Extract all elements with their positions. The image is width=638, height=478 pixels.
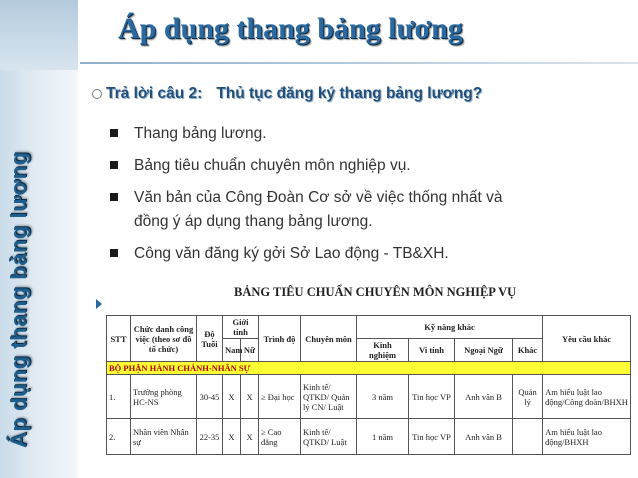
- table-section-row: [107, 362, 631, 375]
- title-divider: [80, 62, 638, 64]
- bullet-text: Thang bảng lương.: [134, 125, 267, 142]
- cell-major: Kinh tế/ QTKD/ Quản lý CN/ Luật: [301, 375, 357, 419]
- slide-title: Áp dụng thang bảng lương: [118, 12, 463, 45]
- cell-position: Trưởng phòng HC-NS: [131, 375, 197, 419]
- bullet-text: Công văn đăng ký gởi Sở Lao động - TB&XH.: [134, 245, 449, 262]
- header-stt: STT: [107, 316, 131, 362]
- cell-requirements: Am hiểu luật lao động/Công đoàn/BHXH: [543, 375, 631, 419]
- embedded-standards-table-image: [104, 285, 634, 450]
- small-arrow-icon: [96, 299, 102, 309]
- square-bullet-icon: [110, 161, 118, 169]
- cell-computer: Tin học VP: [409, 375, 455, 419]
- cell-requirements: Am hiểu luật lao động/BHXH: [543, 419, 631, 455]
- cell-male: X: [223, 419, 241, 455]
- header-level: Trình độ: [259, 316, 301, 362]
- doc-title: BẢNG TIÊU CHUẨN CHUYÊN MÔN NGHIỆP VỤ: [234, 285, 517, 299]
- header-age: Độ Tuổi: [197, 316, 223, 362]
- header-computer: Vi tính: [409, 339, 455, 362]
- bullet-text: Văn bản của Công Đoàn Cơ sở về việc thống nhất và: [134, 189, 503, 206]
- cell-other: Quản lý: [513, 375, 543, 419]
- header-skills: Kỹ năng khác: [357, 316, 543, 339]
- header-other: Khác: [513, 339, 543, 362]
- cell-female: X: [241, 419, 259, 455]
- header-position: Chức danh công việc (theo sơ đồ tổ chức): [131, 316, 197, 362]
- cell-experience: 1 năm: [357, 419, 409, 455]
- list-item: [108, 186, 628, 234]
- square-bullet-icon: [110, 193, 118, 201]
- side-vertical-title: Áp dụng thang bảng lương: [6, 151, 31, 448]
- cell-stt: 1.: [107, 375, 131, 419]
- header-language: Ngoại Ngữ: [455, 339, 513, 362]
- list-item: [108, 122, 628, 146]
- cell-stt: 2.: [107, 419, 131, 455]
- section-label: BỘ PHẬN HÀNH CHÁNH-NHÂN SỰ: [107, 362, 631, 375]
- header-requirements: Yêu cầu khác: [543, 316, 631, 362]
- cell-language: Anh văn B: [455, 375, 513, 419]
- header-male: Nam: [223, 339, 241, 362]
- square-bullet-icon: [110, 129, 118, 137]
- cell-level: ≥ Cao đẳng: [259, 419, 301, 455]
- cell-experience: 3 năm: [357, 375, 409, 419]
- cell-female: X: [241, 375, 259, 419]
- table-row: [107, 419, 631, 455]
- table-row: [107, 375, 631, 419]
- cell-male: X: [223, 375, 241, 419]
- header-gender: Giới tính: [223, 316, 259, 339]
- table-header-row: [107, 316, 631, 339]
- answer-bullet-list: [108, 122, 628, 274]
- cell-other: [513, 419, 543, 455]
- cell-age: 22-35: [197, 419, 223, 455]
- bullet-text: Bảng tiêu chuẩn chuyên môn nghiệp vụ.: [134, 157, 411, 174]
- question-text: Thủ tục đăng ký thang bảng lương?: [216, 85, 483, 102]
- standards-table: [106, 315, 631, 455]
- square-bullet-icon: [110, 249, 118, 257]
- question-heading: [106, 85, 482, 103]
- cell-age: 30-45: [197, 375, 223, 419]
- bullet-continuation: đồng ý áp dụng thang bảng lương.: [134, 213, 373, 230]
- cell-level: ≥ Đại học: [259, 375, 301, 419]
- list-item: [108, 154, 628, 178]
- question-bullet-icon: [92, 89, 102, 99]
- cell-position: Nhân viên Nhân sự: [131, 419, 197, 455]
- list-item: [108, 242, 628, 266]
- cell-computer: Tin học VP: [409, 419, 455, 455]
- cell-language: Anh văn B: [455, 419, 513, 455]
- side-bar-top-accent: [0, 0, 78, 70]
- header-experience: Kinh nghiệm: [357, 339, 409, 362]
- header-female: Nữ: [241, 339, 259, 362]
- cell-major: Kinh tế/ QTKD/ Luật: [301, 419, 357, 455]
- header-major: Chuyên môn: [301, 316, 357, 362]
- question-label: Trả lời câu 2:: [106, 85, 203, 102]
